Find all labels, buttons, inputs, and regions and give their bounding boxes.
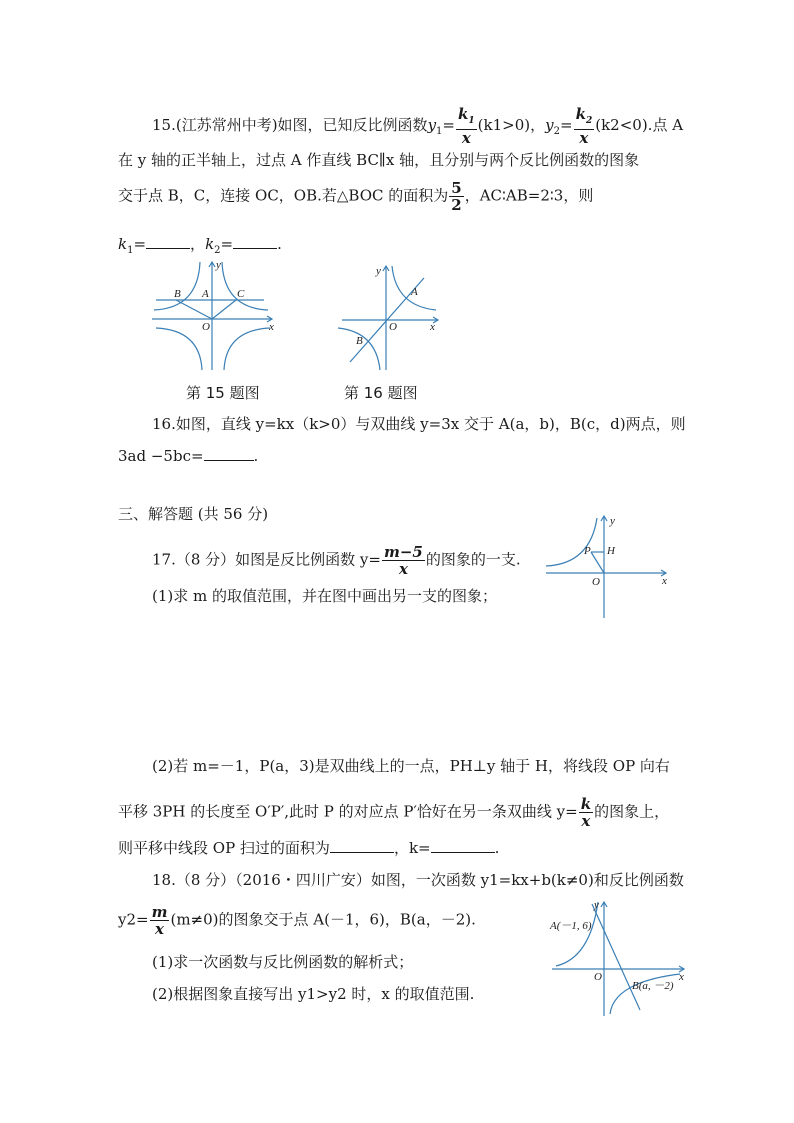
q17-part2-line1: (2)若 m=－1，P(a，3)是双曲线上的一点，PH⊥y 轴于 H，将线段 OP 向右 [152,757,670,775]
fraction-5-over-2: $\frac{5}{2}$ [451,179,462,214]
fig17-label-y: y [610,515,615,527]
fraction-k2-over-x: $\frac{k_2}{x}$ [575,105,593,147]
q16-line1: 16.如图，直线 y=kx（k>0）与双曲线 y=3x 交于 A(a，b)，B(c，d)两点，则 [152,415,686,433]
fig16-label-o: O [389,321,397,333]
q17-line1: 17.（8 分）如图是反比例函数 y= $\frac{m-5}{x}$ 的图象的一支. [152,543,521,578]
fig15-hyperbola-k2-q4 [224,328,270,370]
fraction-m-5-over-x: $\frac{m-5}{x}$ [383,543,423,578]
fig15-label-b: B [174,288,181,300]
fig18-line-y1 [592,904,640,1010]
fig17-label-p: P [584,545,591,557]
q18-line2: y2= $\frac{m}{x}$ (m≠0)的图象交于点 A(－1，6)，B(a，－2). [118,903,476,938]
fraction-m-over-x: $\frac{m}{x}$ [151,903,168,938]
fig15-label-y: y [216,259,221,271]
fig18-label-y: y [594,899,599,911]
fig17-hyperbola-branch [546,518,597,566]
fraction-k1-over-x: $\frac{k_1}{x}$ [458,105,475,147]
answer-blank-q16[interactable] [204,446,254,461]
fig18-label-x: x [679,971,684,983]
q15-line2: 在 y 轴的正半轴上，过点 A 作直线 BC∥x 轴，且分别与两个反比例函数的图象 [118,151,640,169]
q18-part2: (2)根据图象直接写出 y1>y2 时，x 的取值范围. [152,985,475,1003]
q17-part2-line3: 则平移中线段 OP 扫过的面积为 ，k= . [118,839,500,857]
fig16-label-a: A [411,286,418,298]
fig17-label-h: H [607,545,615,557]
fig16-label-x: x [430,321,435,333]
figure-16 [338,262,442,372]
fig17-label-x: x [662,575,667,587]
fig17-segment-op [591,552,604,573]
figure-18 [548,898,688,1020]
fig15-hyperbola-k1-q3 [156,328,202,370]
fig18-label-b: B(a, －2) [632,980,674,992]
fig15-hyperbola-k2-q2 [154,262,200,310]
q17-part1: (1)求 m 的取值范围，并在图中画出另一支的图象； [152,587,498,605]
figure-15 [150,258,278,372]
fig15-label-c: C [237,288,245,300]
fig15-label-x: x [269,321,274,333]
fraction-k-over-x: $\frac{k}{x}$ [580,795,592,830]
fig15-hyperbola-k1-q1 [222,262,268,310]
answer-blank-q17-area[interactable] [330,838,394,853]
q16-line2: 3ad −5bc= . [118,447,259,465]
fig18-hyperbola-q2 [556,902,598,966]
caption-fig15: 第 15 题图 [186,384,260,402]
q17-part2-line2: 平移 3PH 的长度至 O′P′,此时 P 的对应点 P′恰好在另一条双曲线 y= $\frac{k}{x}$ 的图象上， [118,795,670,830]
fig15-label-a: A [202,288,209,300]
fig18-label-a: A(－1, 6) [550,920,592,932]
answer-blank-k1[interactable] [146,234,190,249]
section-3-title: 三、解答题 (共 56 分) [118,505,269,523]
fig15-label-o: O [202,321,210,333]
q15-line3: 交于点 B，C，连接 OC，OB.若△BOC 的面积为 $\frac{5}{2}$ ，AC∶AB=2∶3，则 [118,179,594,214]
fig15-segment-oc [212,300,236,319]
figure-17 [542,512,672,620]
fig17-label-o: O [592,576,600,588]
q15-line1: 15.(江苏常州中考)如图，已知反比例函数$y_1=$ $\frac{k_1}{x}$ (k1>0)，$y_2=$ $\frac{k_2}{x}$ (k2<0).点 A [152,105,684,147]
fig16-label-y: y [376,265,381,277]
caption-fig16: 第 16 题图 [344,384,418,402]
fig18-label-o: O [594,971,602,983]
q18-line1: 18.（8 分）（2016・四川广安）如图，一次函数 y1=kx+b(k≠0)和反比例函数 [152,871,684,889]
q15-line4: $k_1=$ ，$k_2=$ . [118,235,282,256]
answer-blank-k2[interactable] [233,234,277,249]
answer-blank-q17-k[interactable] [431,838,495,853]
fig16-label-b: B [356,335,363,347]
q18-part1: (1)求一次函数与反比例函数的解析式； [152,953,414,971]
